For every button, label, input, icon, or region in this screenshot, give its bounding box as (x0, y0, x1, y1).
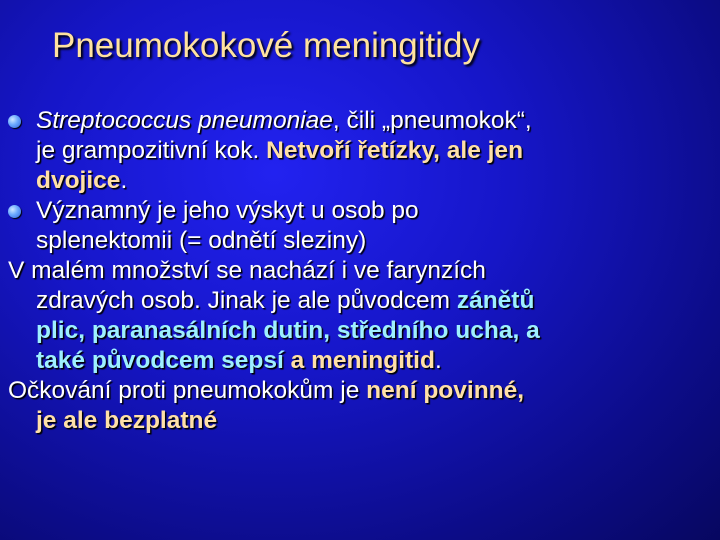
line: splenektomii (= odnětí sleziny) (36, 227, 367, 254)
line (8, 286, 712, 316)
highlight-cyan: také původcem sepsí (36, 347, 284, 374)
highlight-yellow: Netvoří řetízky, ale jen (266, 137, 524, 164)
text-run: . (434, 347, 442, 374)
line: Významný je jeho výskyt u osob po (36, 197, 419, 224)
highlight-cyan-line: plic, paranasálních dutin, středního ucha, a (36, 317, 540, 344)
line: V malém množství se nachází i ve farynzích (8, 257, 486, 284)
paragraph-ockovani (8, 376, 712, 436)
slide-content (8, 106, 712, 436)
line (8, 376, 712, 406)
highlight-yellow: není povinné, (366, 377, 525, 404)
line (36, 166, 712, 196)
highlight-yellow-line: je ale bezplatné (36, 407, 218, 434)
line (36, 106, 712, 136)
paragraph-splenektomie (8, 196, 712, 256)
highlight-yellow: dvojice (36, 167, 121, 194)
text-run: Očkování proti pneumokokům je (8, 377, 367, 404)
species-name: Streptococcus pneumoniae (36, 107, 333, 134)
text-run: , čili „pneumokok“, (332, 107, 532, 134)
highlight-cyan: zánětů (456, 287, 535, 314)
text-run: . (120, 167, 128, 194)
line (8, 346, 712, 376)
slide-title: Pneumokokové meningitidy (52, 26, 481, 65)
blue-sphere-bullet-icon (8, 115, 21, 128)
text-run: je grampozitivní kok. (36, 137, 267, 164)
paragraph-farynx (8, 256, 712, 376)
text-run: zdravých osob. Jinak je ale původcem (36, 287, 457, 314)
highlight-yellow: meningitid (311, 347, 435, 374)
blue-sphere-bullet-icon (8, 205, 21, 218)
paragraph-streptococcus (8, 106, 712, 196)
highlight-yellow: a (283, 347, 312, 374)
line (36, 136, 712, 166)
